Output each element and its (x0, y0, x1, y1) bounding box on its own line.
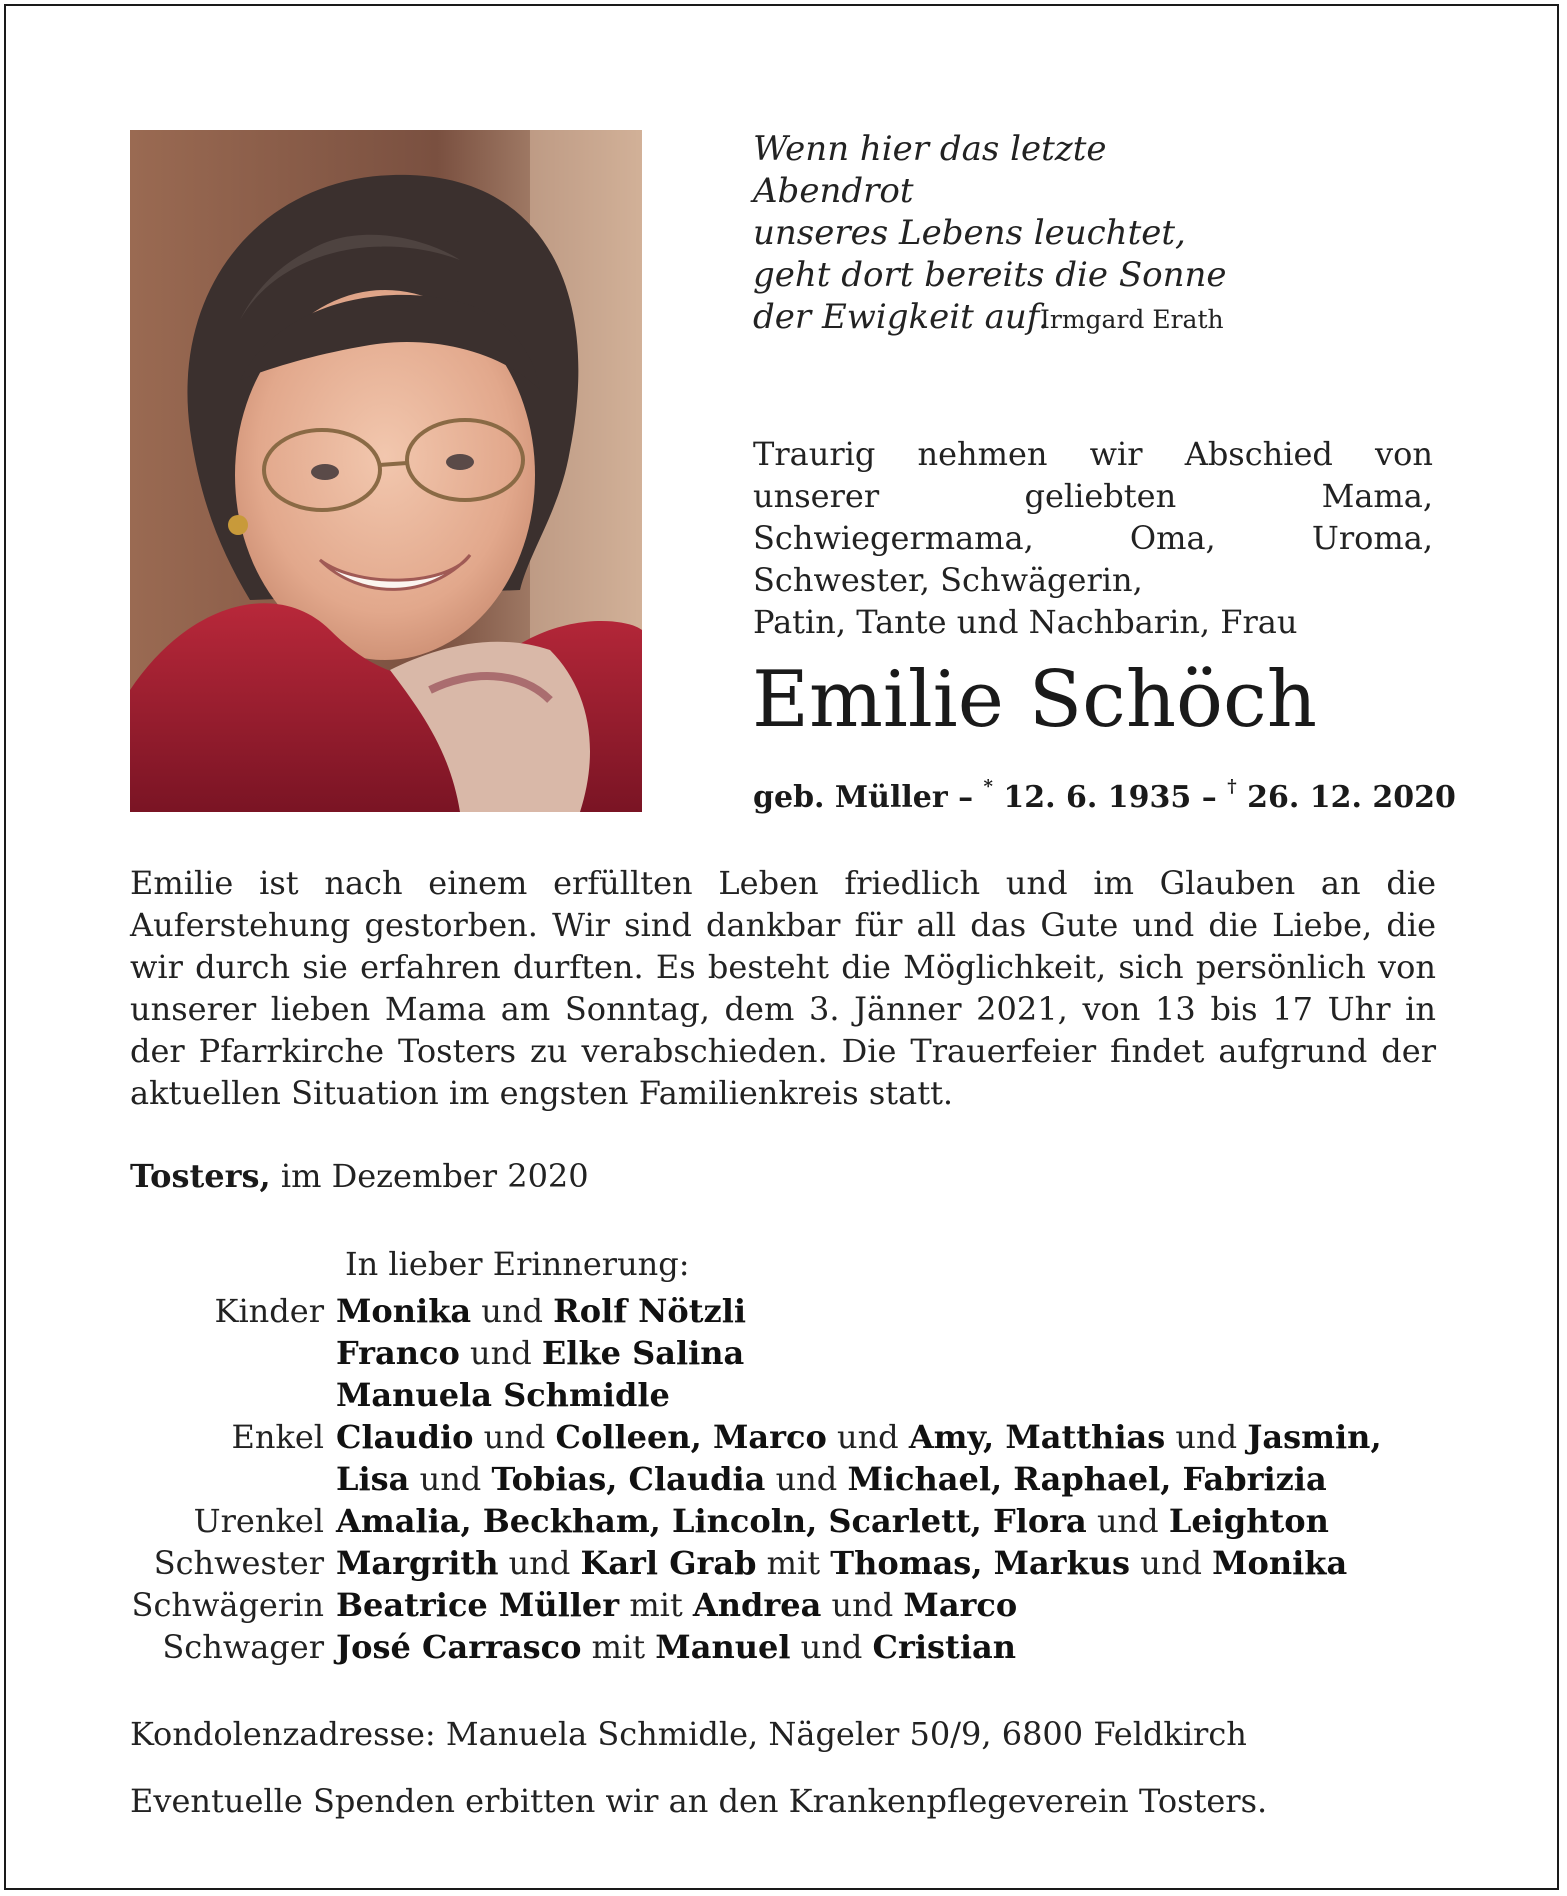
family-names (336, 1502, 1329, 1540)
family-member-name: Manuel (655, 1628, 791, 1666)
family-names (336, 1334, 744, 1372)
maiden-name: geb. Müller (753, 780, 948, 815)
intro-last-line: Patin, Tante und Nachbarin, Frau (753, 603, 1298, 641)
birth-mark: * (983, 776, 993, 797)
connector-word: und (1130, 1544, 1213, 1582)
family-member-name: Claudio (336, 1418, 474, 1456)
connector-word: und (459, 1334, 542, 1372)
family-relation-label: Enkel (231, 1418, 324, 1456)
family-member-name: Marco (903, 1586, 1018, 1624)
donation-note: Eventuelle Spenden erbitten wir an den Krankenpflegeverein Tosters. (130, 1782, 1268, 1820)
family-member-name: Amy, Matthias (908, 1418, 1166, 1456)
family-member-name: Leighton (1168, 1502, 1329, 1540)
place-date (130, 1157, 589, 1195)
connector-word: und (473, 1418, 556, 1456)
family-member-name: Michael, Raphael, Fabrizia (847, 1460, 1327, 1498)
quote-author: Irmgard Erath (1040, 305, 1224, 334)
intro-text: Traurig nehmen wir Abschied von unserer geliebten Mama, Schwiegermama, Oma, Uroma, Schwester, Schwägerin, (753, 435, 1433, 599)
connector-word: und (765, 1460, 848, 1498)
connector-word: mit (619, 1586, 693, 1624)
family-names (336, 1460, 1327, 1498)
family-row (130, 1502, 1460, 1544)
family-relation-label: Schwager (162, 1628, 324, 1666)
family-member-name: Karl Grab (580, 1544, 757, 1582)
family-row (130, 1292, 1460, 1334)
family-names (336, 1586, 1017, 1624)
family-member-name: Monika (1212, 1544, 1348, 1582)
portrait-photo (130, 130, 642, 812)
family-member-name: Monika (336, 1292, 472, 1330)
remembrance-heading: In lieber Erinnerung: (345, 1245, 690, 1283)
announcement-intro (753, 433, 1433, 643)
quote-line: Wenn hier das letzte Abendrot (753, 129, 1107, 211)
family-member-name: Rolf Nötzli (553, 1292, 746, 1330)
family-member-name: Cristian (872, 1628, 1016, 1666)
family-member-name: Margrith (336, 1544, 499, 1582)
death-mark: † (1227, 776, 1237, 797)
life-dates (753, 776, 1456, 815)
family-relation-label: Kinder (214, 1292, 324, 1330)
family-member-name: José Carrasco (336, 1628, 582, 1666)
family-row (130, 1544, 1460, 1586)
quote-line: unseres Lebens leuchtet, (753, 213, 1186, 253)
family-member-name: Manuela Schmidle (336, 1376, 670, 1414)
birth-date: 12. 6. 1935 (1003, 780, 1192, 815)
family-member-name: Jasmin, (1247, 1418, 1382, 1456)
family-row (130, 1376, 1460, 1418)
connector-word: und (498, 1544, 581, 1582)
connector-word: und (821, 1586, 904, 1624)
family-names (336, 1376, 670, 1414)
family-member-name: Colleen, Marco (555, 1418, 827, 1456)
town: Tosters, (130, 1157, 271, 1195)
connector-word: und (471, 1292, 554, 1330)
family-names (336, 1292, 746, 1330)
portrait-image (130, 130, 642, 812)
connector-word: mit (756, 1544, 831, 1582)
date-separator: – (1191, 780, 1228, 815)
connector-word: mit (581, 1628, 656, 1666)
month-year: im Dezember 2020 (270, 1157, 589, 1195)
family-member-name: Beatrice Müller (336, 1586, 620, 1624)
family-member-name: Lisa (336, 1460, 410, 1498)
quote-line: der Ewigkeit auf. (753, 297, 1049, 337)
family-member-name: Thomas, Markus (830, 1544, 1131, 1582)
deceased-name: Emilie Schöch (752, 655, 1317, 745)
connector-word: und (790, 1628, 873, 1666)
family-names (336, 1544, 1347, 1582)
family-relation-label: Urenkel (193, 1502, 324, 1540)
family-names (336, 1418, 1382, 1456)
family-member-name: Amalia, Beckham, Lincoln, Scarlett, Flora (336, 1502, 1087, 1540)
family-relation-label: Schwester (153, 1544, 324, 1582)
family-row (130, 1586, 1460, 1628)
family-member-name: Tobias, Claudia (491, 1460, 766, 1498)
death-date: 26. 12. 2020 (1247, 780, 1456, 815)
quote-line: geht dort bereits die Sonne (753, 255, 1227, 295)
condolence-address: Kondolenzadresse: Manuela Schmidle, Nägeler 50/9, 6800 Feldkirch (130, 1715, 1247, 1753)
connector-word: und (1165, 1418, 1248, 1456)
family-row (130, 1418, 1460, 1460)
family-row (130, 1628, 1460, 1670)
family-names (336, 1628, 1016, 1666)
family-row (130, 1334, 1460, 1376)
connector-word: und (1086, 1502, 1169, 1540)
family-relation-label: Schwägerin (131, 1586, 324, 1624)
family-row (130, 1460, 1460, 1502)
family-list (130, 1292, 1460, 1670)
connector-word: und (409, 1460, 492, 1498)
date-separator: – (947, 780, 984, 815)
family-member-name: Franco (336, 1334, 460, 1372)
obituary-text: Emilie ist nach einem erfüllten Leben friedlich und im Glauben an die Auferstehung gestorben. Wir sind dankbar für all das Gute und die Liebe, die wir durch sie erfahren durften. Es besteht die Möglichkeit, sich persönlich von unserer lieben Mama am Sonntag, dem 3. Jänner 2021, von 13 bis 17 Uhr in der Pfarrkirche Tosters zu verabschieden. Die Trauerfeier findet aufgrund der aktuellen Situation im engsten Familienkreis statt. (130, 864, 1436, 1112)
family-member-name: Elke Salina (541, 1334, 745, 1372)
family-member-name: Andrea (692, 1586, 822, 1624)
connector-word: und (826, 1418, 909, 1456)
